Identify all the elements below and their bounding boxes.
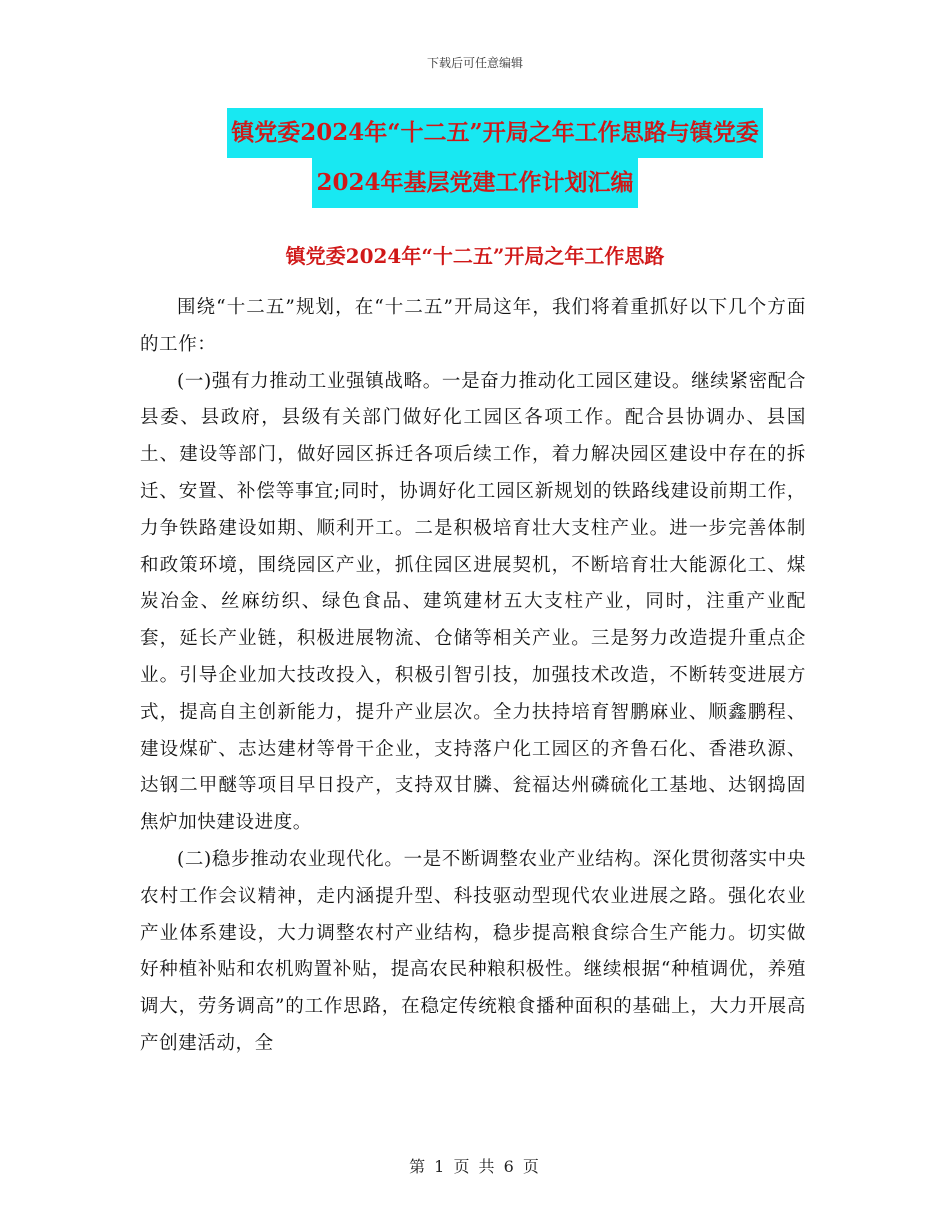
paragraph-agriculture: (二)稳步推动农业现代化。一是不断调整农业产业结构。深化贯彻落实中央农村工作会议精神，走内涵提升型、科技驱动型现代农业进展之路。强化农业产业体系建设，大力调整农村产业结构，稳步提高粮食综合生产能力。切实做好种植补贴和农机购置补贴，提高农民种粮积极性。继续根据“种植调优，养殖调大，劳务调高”的工作思路，在稳定传统粮食播种面积的基础上，大力开展高产创建活动，全	[140, 848, 806, 1054]
section-title: 镇党委2024年“十二五”开局之年工作思路	[285, 244, 665, 268]
document-body	[140, 290, 806, 1063]
paragraph-intro: 围绕“十二五”规划，在“十二五”开局这年，我们将着重抓好以下几个方面的工作：	[140, 297, 806, 355]
page-header-note: 下载后可任意编辑	[426, 56, 523, 70]
document-title-line-1: 镇党委2024年“十二五”开局之年工作思路与镇党委	[227, 108, 762, 158]
paragraph-industry: (一)强有力推动工业强镇战略。一是奋力推动化工园区建设。继续紧密配合县委、县政府，县级有关部门做好化工园区各项工作。配合县协调办、县国土、建设等部门，做好园区拆迁各项后续工作，着力解决园区建设中存在的拆迁、安置、补偿等事宜;同时，协调好化工园区新规划的铁路线建设前期工作，力争铁路建设如期、顺利开工。二是积极培育壮大支柱产业。进一步完善体制和政策环境，围绕园区产业，抓住园区进展契机，不断培育壮大能源化工、煤炭冶金、丝麻纺织、绿色食品、建筑建材五大支柱产业，同时，注重产业配套，延长产业链，积极进展物流、仓储等相关产业。三是努力改造提升重点企业。引导企业加大技改投入，积极引智引技，加强技术改造，不断转变进展方式，提高自主创新能力，提升产业层次。全力扶持培育智鹏麻业、顺鑫鹏程、建设煤矿、志达建材等骨干企业，支持落户化工园区的齐鲁石化、香港玖源、达钢二甲醚等项目早日投产，支持双甘膦、瓮福达州磷硫化工基地、达钢捣固焦炉加快建设进度。	[140, 370, 806, 834]
document-title-line-2: 2024年基层党建工作计划汇编	[312, 158, 637, 208]
document-title	[0, 108, 950, 208]
page-number: 第 1 页 共 6 页	[409, 1157, 541, 1176]
